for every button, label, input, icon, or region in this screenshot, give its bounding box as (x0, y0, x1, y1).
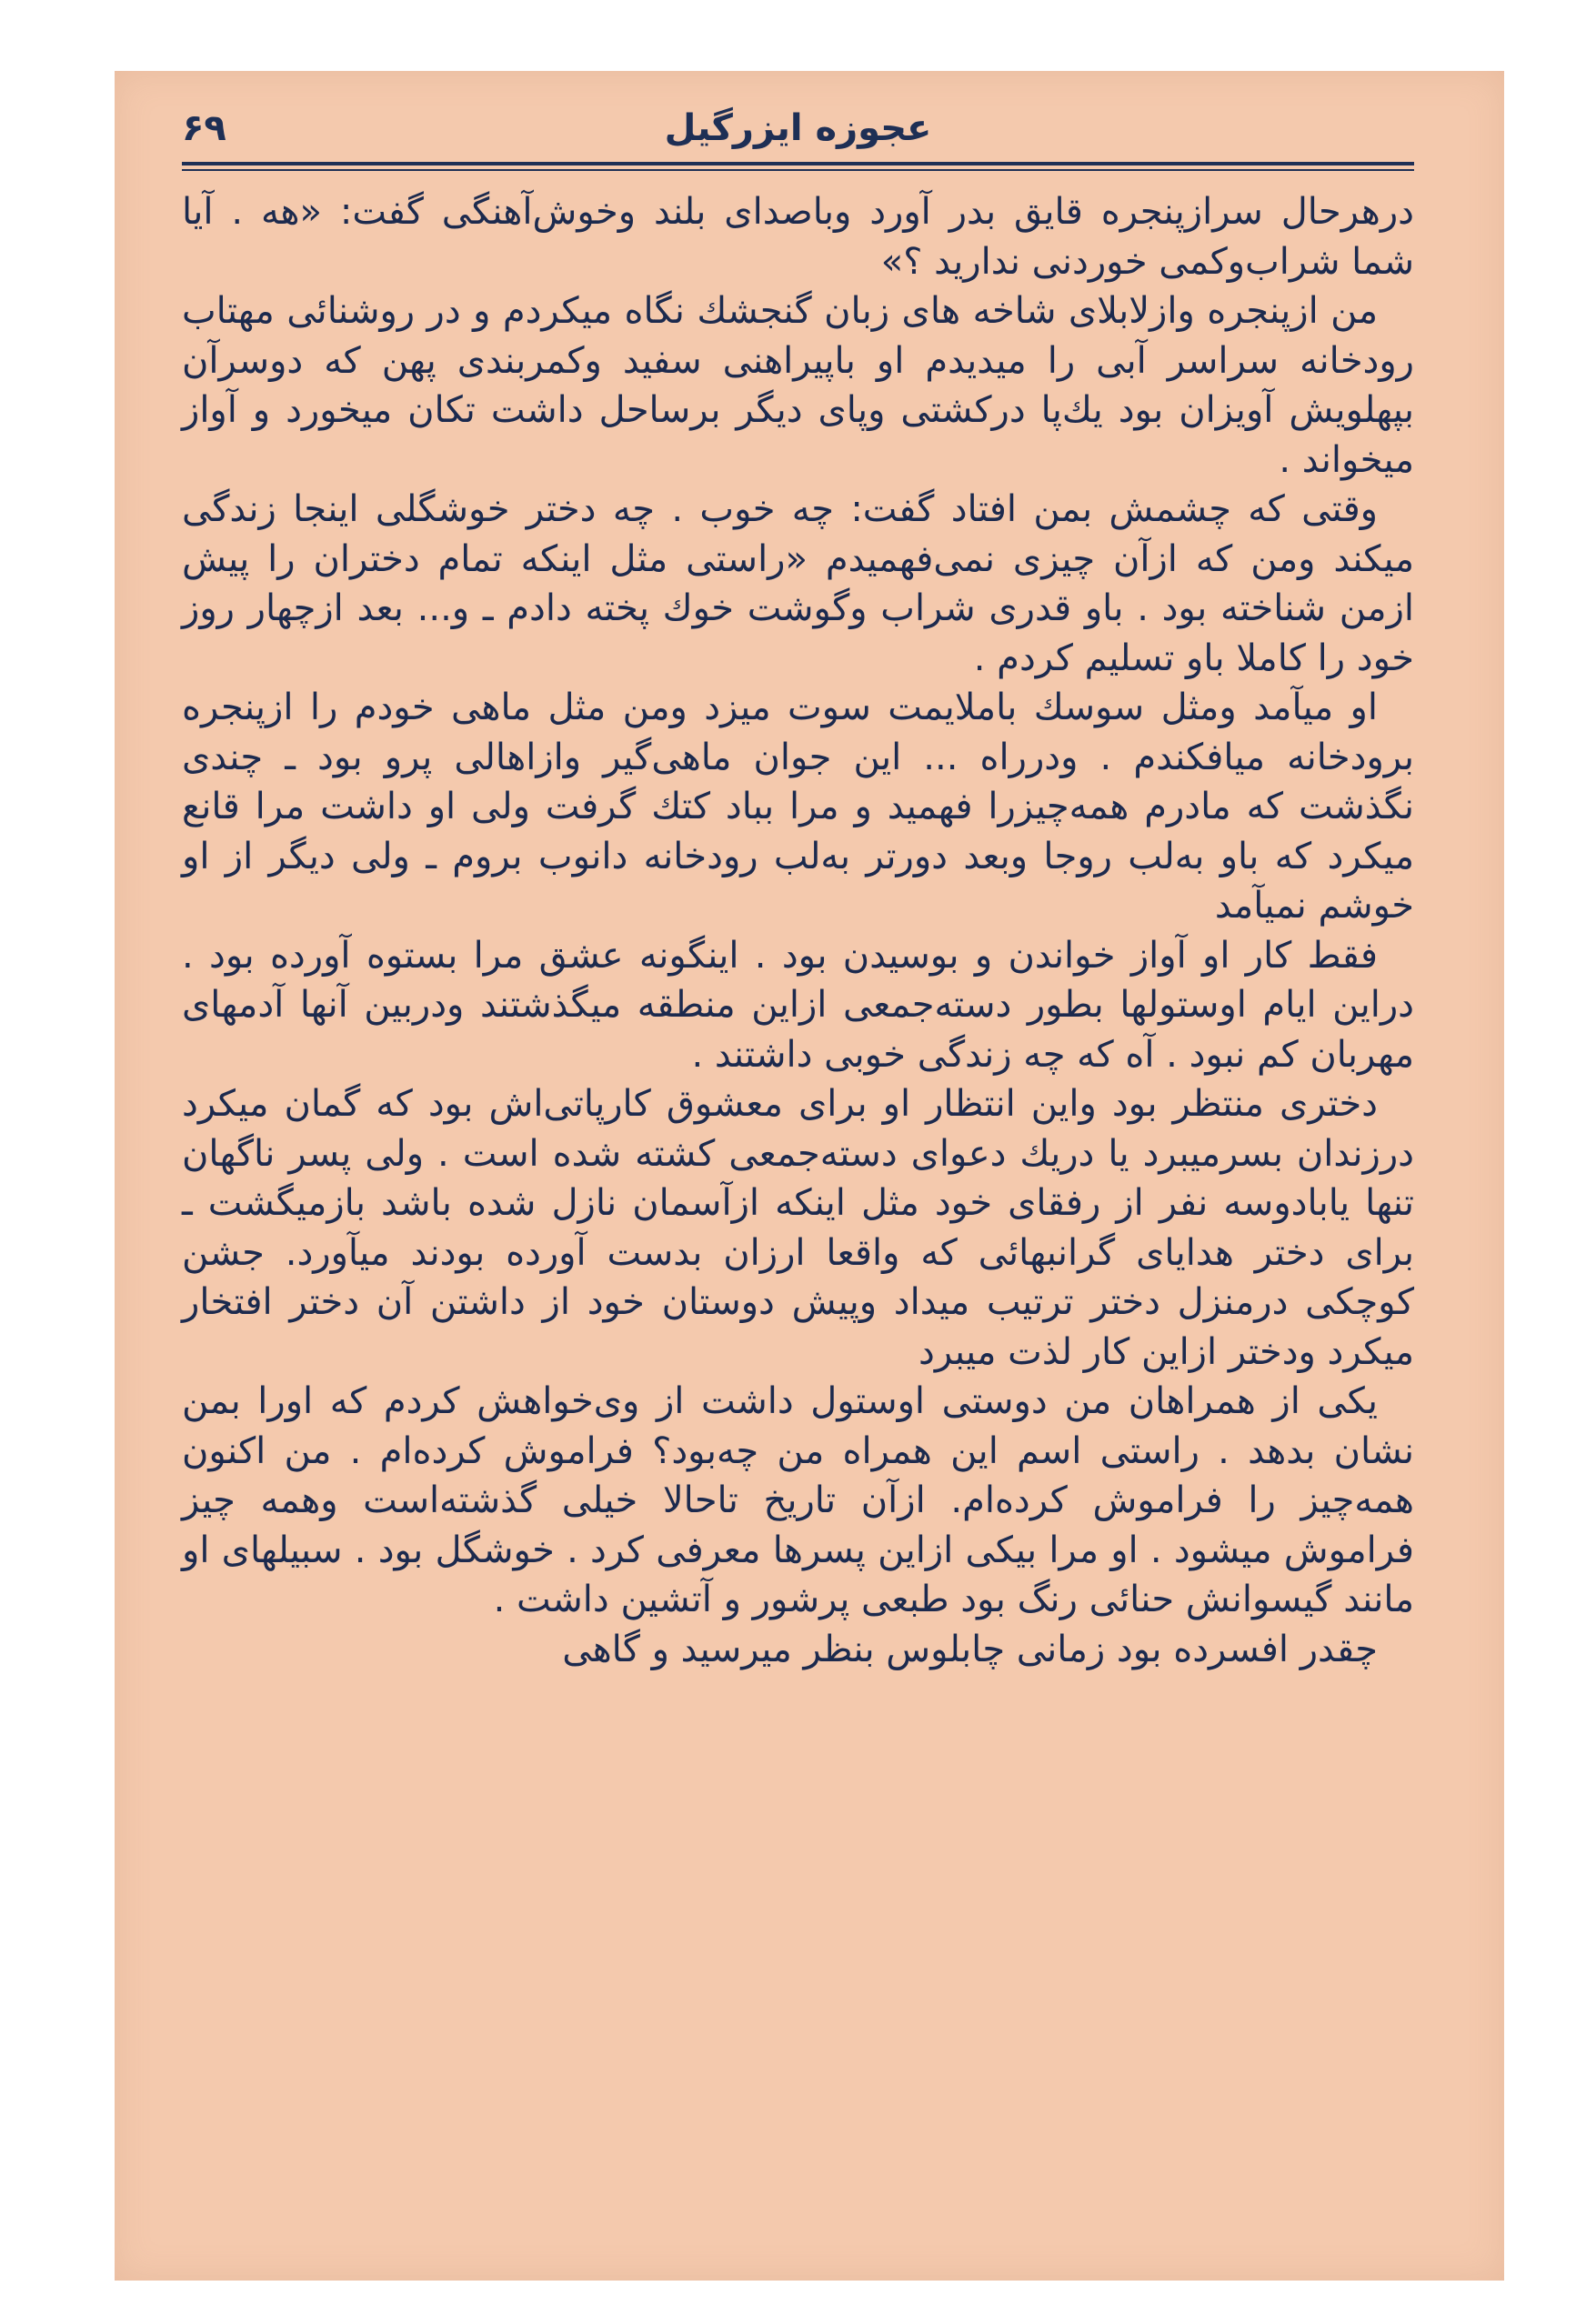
header-rule (182, 162, 1414, 165)
running-title: عجوزه ایزرگیل (664, 107, 932, 149)
paragraph: وقتی که چشمش بمن افتاد گفت: چه خوب . چه دختر خوشگلی اینجا زندگی میکند ومن که ازآن چیزی نمی‌فهمیدم «راستی مثل اینکه تمام دختران را پیش ازمن شناخته بود . باو قدری شراب وگوشت خوك پخته دادم ـ و... بعد ازچهار روز خود را کاملا باو تسلیم کردم . (182, 488, 1414, 679)
paragraph: فقط کار او آواز خواندن و بوسیدن بود . اینگونه عشق مرا بستوه آورده بود . دراین ایام اوستولها بطور دسته‌جمعی ازاین منطقه میگذشتند ودربین آنها آدمهای مهربان کم نبود . آه که چه زندگی خوبی داشتند . (182, 934, 1414, 1076)
paragraph: من ازپنجره وازلابلای شاخه های زبان گنجشك نگاه میکردم و در روشنائی مهتاب رودخانه سراسر آبی را میدیدم او باپیراهنی سفید وکمربندی پهن که دوسرآن بپهلویش آویزان بود یك‌پا درکشتی وپای دیگر برساحل داشت تکان میخورد و آواز میخواند . (182, 290, 1414, 481)
paragraph: یکی از همراهان من دوستی اوستول داشت از وی‌خواهش کردم که اورا بمن نشان بدهد . راستی اسم این همراه من چه‌بود؟ فراموش کرده‌ام . من اکنون همه‌چیز را فراموش کرده‌ام. ازآن تاریخ تاحالا خیلی گذشته‌است وهمه چیز فراموش میشود . او مرا بیکی ازاین پسرها معرفی کرد . خوشگل بود . سبیلهای او مانند گیسوانش حنائی رنگ بود طبعی پرشور و آتشین داشت . (182, 1380, 1414, 1620)
header-rule-thin (182, 169, 1414, 171)
paragraph: چقدر افسرده بود زمانی چابلوس بنظر میرسید و گاهی (562, 1628, 1378, 1670)
paragraph: درهرحال سرازپنجره قایق بدر آورد وباصدای بلند وخوش‌آهنگی گفت: «هه . آیا شما شراب‌وکمی خوردنی ندارید ؟» (182, 191, 1414, 283)
paragraph: او میآمد ومثل سوسك باملایمت سوت میزد ومن مثل ماهی خودم را ازپنجره برودخانه میافکندم . ودرراه ... این جوان ماهی‌گیر وازاهالی پرو بود ـ چندی نگذشت که مادرم همه‌چیزرا فهمید و مرا بباد کتك گرفت ولی او داشت مرا قانع میکرد که باو به‌لب روجا وبعد دورتر به‌لب رودخانه دانوب بروم ـ ولی دیگر از او خوشم نمیآمد (182, 687, 1414, 927)
page-number: ۶۹ (182, 107, 226, 149)
page-header (182, 107, 1414, 158)
paragraph: دختری منتظر بود واین انتظار او برای معشوق کارپاتی‌اش بود که گمان میکرد درزندان بسرمیبرد یا دریك دعوای دسته‌جمعی کشته شده است . ولی پسر ناگهان تنها یابادوسه نفر از رفقای خود مثل اینکه ازآسمان نازل شده باشد بازمیگشت ـ برای دختر هدایای گرانبهائی که واقعا ارزان بدست آورده بودند میآورد. جشن کوچکی درمنزل دختر ترتیب میداد وپیش دوستان خود از داشتن آن دختر افتخار میکرد ودختر ازاین کار لذت میبرد (182, 1083, 1414, 1373)
body-text (182, 187, 1414, 1674)
